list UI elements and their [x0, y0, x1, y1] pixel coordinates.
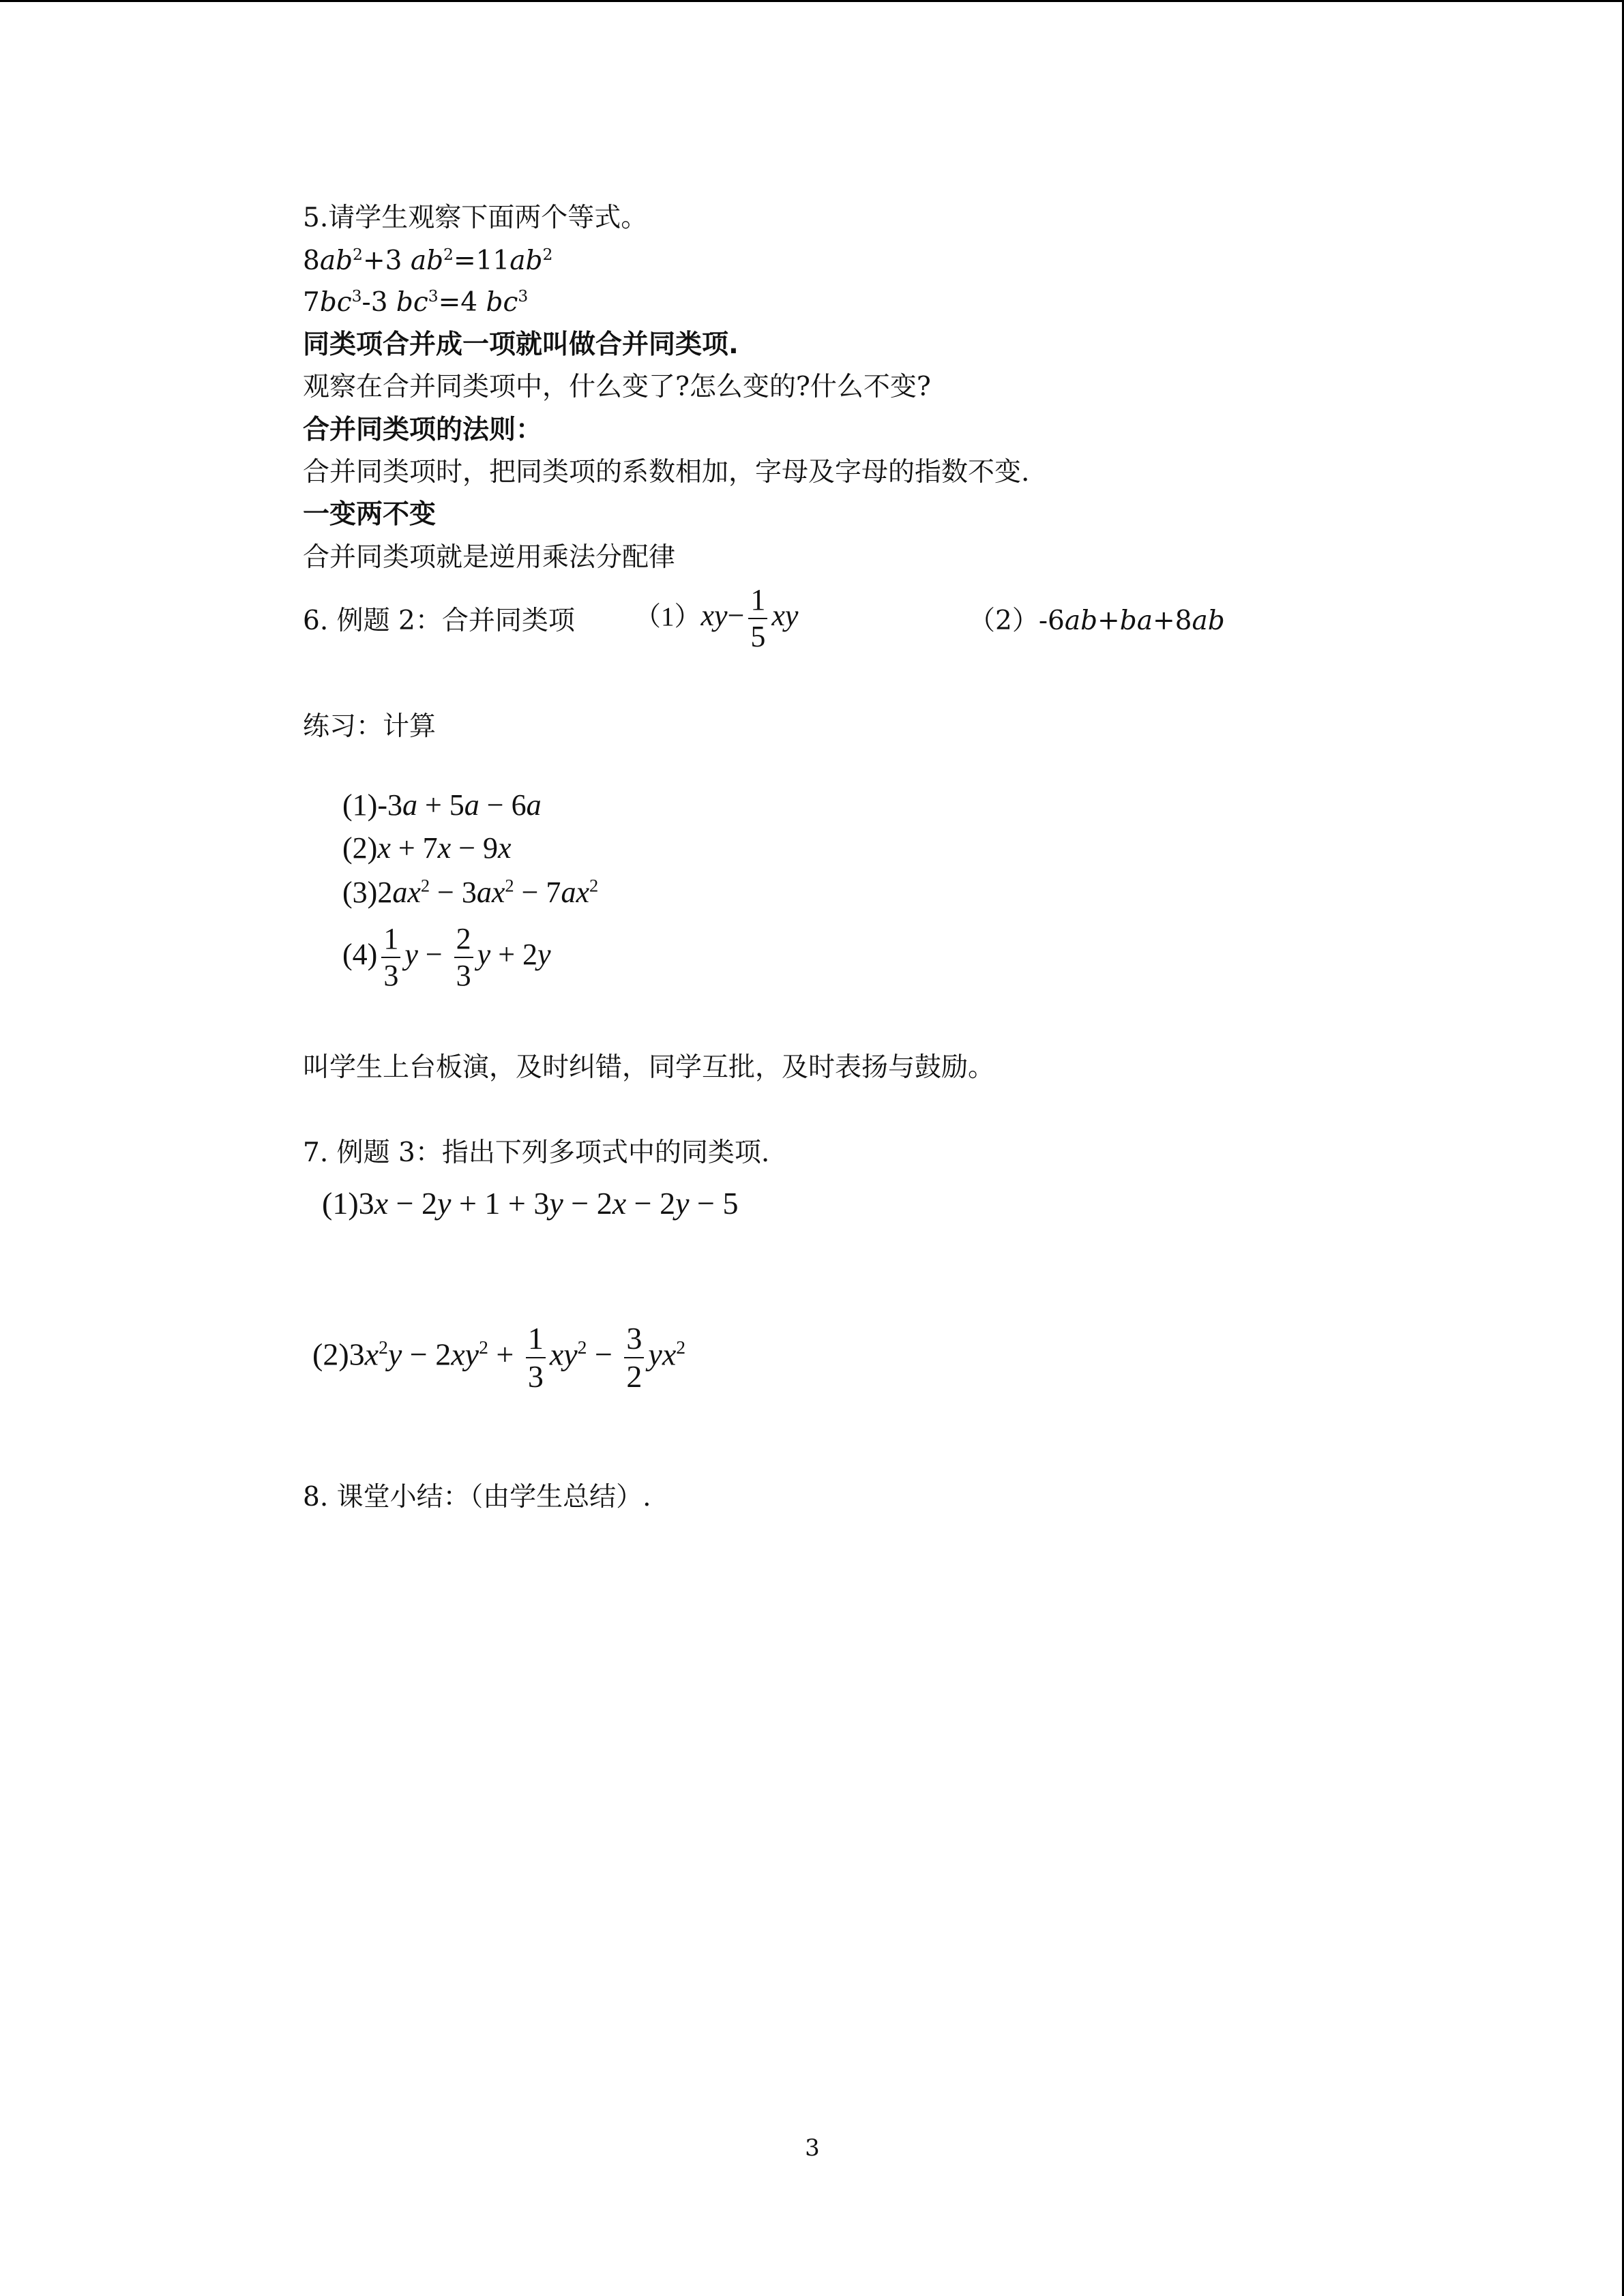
example3-label: 7. 例题 3：指出下列多项式中的同类项.: [303, 1137, 770, 1168]
rule-text: 合并同类项时，把同类项的系数相加，字母及字母的指数不变.: [303, 457, 1030, 488]
rule-title: 合并同类项的法则：: [303, 415, 543, 445]
summary-label: 8. 课堂小结：（由学生总结）.: [303, 1482, 651, 1512]
example2-problem-1: （1）xy− $\frac{1}{5}$ xy: [634, 583, 799, 653]
practice-label: 练习：计算: [303, 711, 437, 742]
practice-q2: (2)x + 7x − 9x: [342, 831, 512, 865]
example3-q1: (1)3x − 2y + 1 + 3y − 2x − 2y − 5: [322, 1186, 739, 1221]
feedback-text: 叫学生上台板演，及时纠错，同学互批，及时表扬与鼓励。: [303, 1052, 995, 1083]
example3-q2: $(2)3x^2y - 2xy^2$ + $\frac{1}{3}$ $xy^2$ − $\frac{3}{2}$ $yx^2$: [312, 1321, 686, 1394]
page-number: 3: [805, 2134, 820, 2162]
practice-q4: (4) $\frac{1}{3}$ y − $\frac{2}{3}$ y + 2y: [342, 922, 551, 992]
practice-q3: $(3)2ax^2 - 3ax^2 - 7ax^2$: [342, 875, 599, 909]
slogan-text: 一变两不变: [303, 499, 437, 530]
example2-problem-2: （2）-6ab+ba+8ab: [969, 606, 1225, 636]
section5-title: 5.请学生观察下面两个等式。: [303, 203, 648, 233]
equation-2: $7bc^3-3$ $bc^3=4$ $bc^3$: [303, 286, 529, 318]
example2-label: 6. 例题 2：合并同类项: [303, 606, 575, 636]
question-text: 观察在合并同类项中，什么变了?怎么变的?什么不变?: [303, 372, 931, 402]
practice-q1: (1)-3a + 5a − 6a: [342, 788, 542, 822]
definition-text: 同类项合并成一项就叫做合并同类项.: [303, 329, 739, 360]
equation-1: $8ab^2+3$ $ab^2=11ab^2$: [303, 245, 553, 276]
note-text: 合并同类项就是逆用乘法分配律: [303, 542, 676, 573]
page-border-top: [0, 0, 1624, 2]
